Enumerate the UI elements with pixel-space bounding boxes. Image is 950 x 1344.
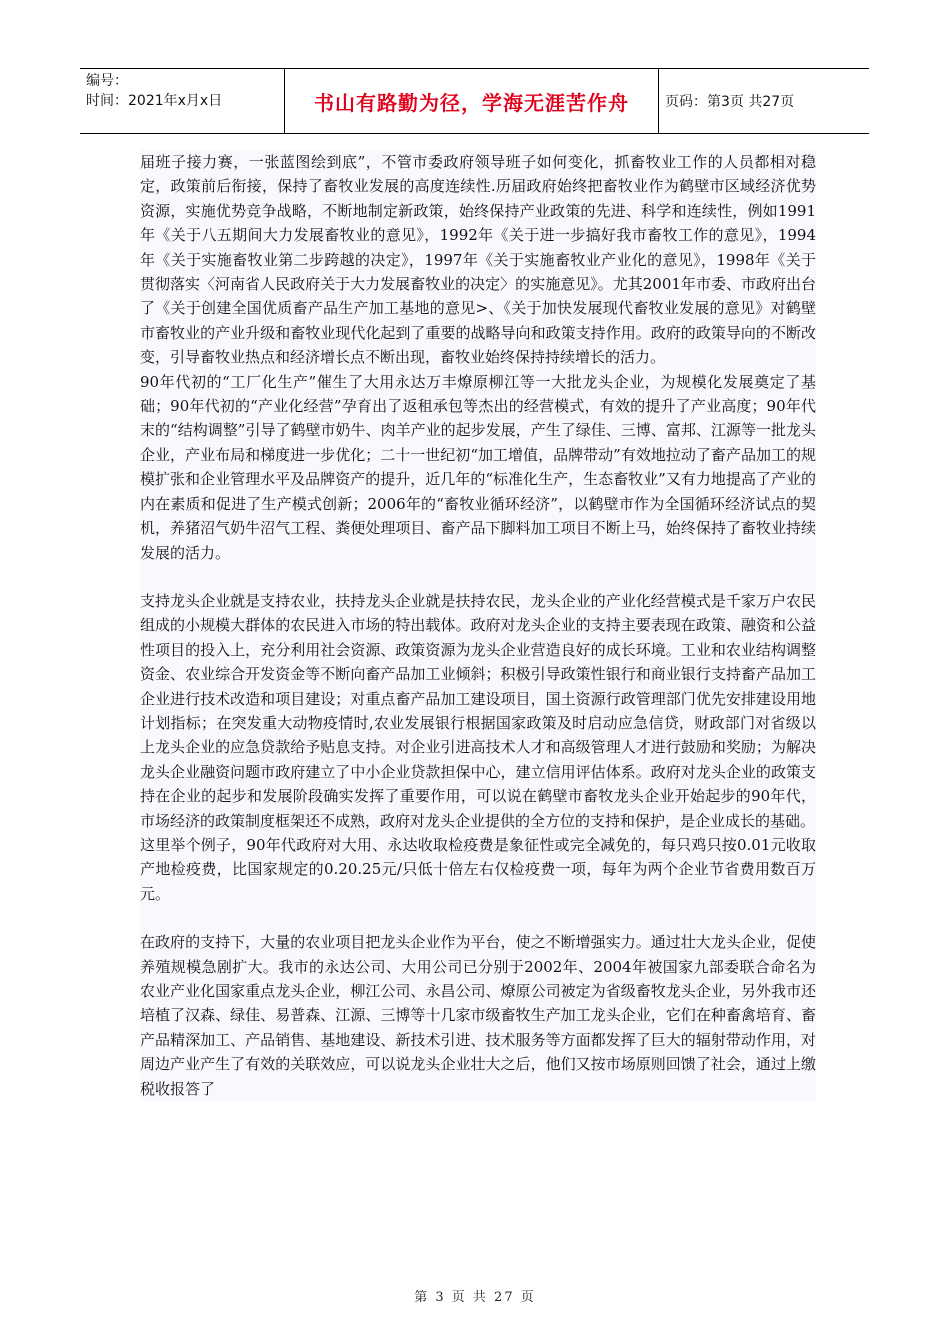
body-paragraph: 这里举个例子，90年代政府对大用、永达收取检疫费是象征性或完全减免的，每只鸡只按0.01元收取产地检疫费，比国家规定的0.20.25元/只低十倍左右仅检疫费一项，每年为两个企业节省费用数百万元。 bbox=[140, 835, 816, 903]
header-motto: 书山有路勤为径，学海无涯苦作舟 bbox=[285, 69, 659, 133]
header-page-info: 页码：第3页 共27页 bbox=[665, 94, 795, 110]
document-date-label: 时间：2021年x月x日 bbox=[86, 93, 223, 109]
paragraph-spacer bbox=[140, 906, 816, 930]
paragraph-spacer bbox=[140, 565, 816, 589]
body-paragraph: 支持龙头企业就是支持农业，扶持龙头企业就是扶持农民，龙头企业的产业化经营模式是千家万户农民组成的小规模大群体的农民进入市场的特出载体。政府对龙头企业的支持主要表现在政策、融资和公益性项目的投入上，充分利用社会资源、政策资源为龙头企业营造良好的成长环境。工业和农业结构调整资金、农业综合开发资金等不断向畜产品加工业倾斜；积极引导政策性银行和商业银行支持畜产品加工企业进行技术改造和项目建设；对重点畜产品加工建设项目，国土资源行政管理部门优先安排建设用地计划指标；在突发重大动物疫情时,农业发展银行根据国家政策及时启动应急信贷，财政部门对省级以上龙头企业的应急贷款给予贴息支持。对企业引进高技术人才和高级管理人才进行鼓励和奖励；为解决龙头企业融资问题市政府建立了中小企业贷款担保中心，建立信用评估体系。政府对龙头企业的政策支持在企业的起步和发展阶段确实发挥了重要作用，可以说在鹤壁市畜牧龙头企业开始起步的90年代，市场经济的政策制度框架还不成熟，政府对龙头企业提供的全方位的支持和保护，是企业成长的基础。 bbox=[140, 591, 816, 830]
body-paragraph: 届班子接力赛，一张蓝图绘到底”，不管市委政府领导班子如何变化，抓畜牧业工作的人员都相对稳定，政策前后衔接，保持了畜牧业发展的高度连续性.历届政府始终把畜牧业作为鹤壁市区域经济优势资源，实施优势竞争战略，不断地制定新政策，始终保持产业政策的先进、科学和连续性，例如1991年《关于八五期间大力发展畜牧业的意见》，1992年《关于进一步搞好我市畜牧工作的意见》，1994年《关于实施畜牧业第二步跨越的决定》，1997年《关于实施畜牧业产业化的意见》，1998年《关于贯彻落实〈河南省人民政府关于大力发展畜牧业的决定〉的实施意见》。尤其2001年市委、市政府出台了《关于创建全国优质畜产品生产加工基地的意见>、《关于加快发展现代畜牧业发展的意见》对鹤壁市畜牧业的产业升级和畜牧业现代化起到了重要的战略导向和政策支持作用。政府的政策导向的不断改变，引导畜牧业热点和经济增长点不断出现，畜牧业始终保持持续增长的活力。 bbox=[140, 153, 816, 367]
document-body bbox=[140, 150, 816, 1101]
body-paragraph: 在政府的支持下，大量的农业项目把龙头企业作为平台，使之不断增强实力。通过壮大龙头企业，促使养殖规模急剧扩大。我市的永达公司、大用公司已分别于2002年、2004年被国家九部委联合命名为农业产业化国家重点龙头企业，柳江公司、永昌公司、燎原公司被定为省级畜牧龙头企业，另外我市还培植了汉森、绿佳、易普森、江源、三博等十几家市级畜牧生产加工龙头企业，它们在种畜禽培育、畜产品精深加工、产品销售、基地建设、新技术引进、技术服务等方面都发挥了巨大的辐射带动作用，对周边产业产生了有效的关联效应，可以说龙头企业壮大之后，他们又按市场原则回馈了社会，通过上缴税收报答了 bbox=[140, 933, 816, 1098]
document-number-label: 编号： bbox=[86, 73, 128, 89]
page-footer: 第 3 页 共 27 页 bbox=[414, 1290, 536, 1305]
body-paragraph: 90年代初的“工厂化生产”催生了大用永达万丰燎原柳江等一大批龙头企业，为规模化发展奠定了基础；90年代初的“产业化经营”孕育出了返租承包等杰出的经营模式，有效的提升了产业高度；90年代末的“结构调整”引导了鹤壁市奶牛、肉羊产业的起步发展，产生了绿佳、三博、富邦、江源等一批龙头企业，产业布局和梯度进一步优化；二十一世纪初“加工增值，品牌带动”有效地拉动了畜产品加工的规模扩张和企业管理水平及品牌资产的提升，近几年的“标准化生产，生态畜牧业”又有力地提高了产业的内在素质和促进了生产模式创新；2006年的“畜牧业循环经济”，以鹤壁市作为全国循环经济试点的契机，养猪沼气奶牛沼气工程、粪便处理项目、畜产品下脚料加工项目不断上马，始终保持了畜牧业持续发展的活力。 bbox=[140, 372, 816, 562]
page-header bbox=[80, 68, 869, 134]
header-meta bbox=[80, 69, 285, 133]
